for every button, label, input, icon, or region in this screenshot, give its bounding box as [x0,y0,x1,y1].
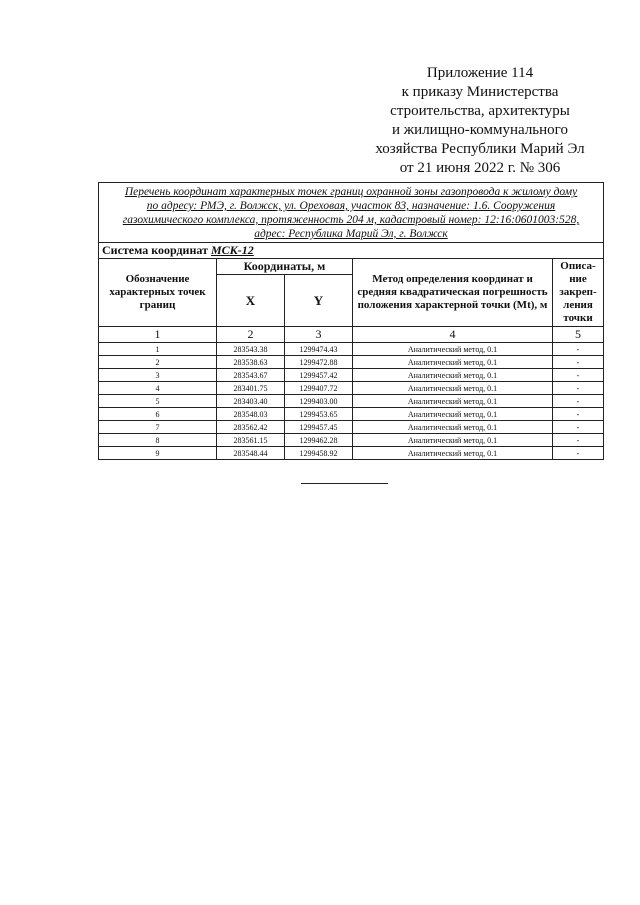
cell-y: 1299453.65 [285,408,353,421]
cell-desc: - [553,382,604,395]
cell-method: Аналитический метод, 0.1 [353,343,553,356]
table-row [99,356,604,369]
column-number: 3 [285,327,353,343]
cell-desc: - [553,408,604,421]
appendix-line: к приказу Министерства [401,84,559,100]
appendix-line: от 21 июня 2022 г. № 306 [399,160,561,176]
cell-method: Аналитический метод, 0.1 [353,447,553,460]
cell-x: 283561.15 [217,434,285,447]
header-y: Y [285,275,353,327]
cell-y: 1299457.42 [285,369,353,382]
cell-point: 2 [99,356,217,369]
cell-y: 1299462.28 [285,434,353,447]
cell-y: 1299472.88 [285,356,353,369]
cell-point: 4 [99,382,217,395]
cell-x: 283401.75 [217,382,285,395]
cell-y: 1299458.92 [285,447,353,460]
cell-desc: - [553,434,604,447]
coordinates-table [98,182,604,460]
table-row [99,343,604,356]
cell-desc: - [553,421,604,434]
coordinate-system-label: Система координат [102,243,208,257]
cell-y: 1299407.72 [285,382,353,395]
cell-method: Аналитический метод, 0.1 [353,434,553,447]
cell-x: 283538.63 [217,356,285,369]
appendix-line: и жилищно-коммунального [392,122,568,138]
cell-x: 283548.44 [217,447,285,460]
table-row [99,369,604,382]
column-number: 1 [99,327,217,343]
table-row [99,421,604,434]
coordinate-system [99,243,604,259]
cell-point: 9 [99,447,217,460]
appendix-line: хозяйства Республики Марий Эл [375,141,585,157]
cell-x: 283548.03 [217,408,285,421]
cell-method: Аналитический метод, 0.1 [353,369,553,382]
table-title-line: по адресу: РМЭ, г. Волжск, ул. Ореховая, участок 83, назначение: 1.6. Сооружения [146,200,556,212]
appendix-line: строительства, архитектуры [390,103,570,119]
table-title-line: Перечень координат характерных точек границ охранной зоны газопровода к жилому дому [124,186,578,198]
header-coords: Координаты, м [217,259,353,275]
cell-method: Аналитический метод, 0.1 [353,382,553,395]
table-row [99,395,604,408]
cell-y: 1299403.00 [285,395,353,408]
header-method: Метод определения координат и средняя квадратическая погрешность положения характерной точки (Mt), м [353,259,553,327]
header-desc: Описа-ние закреп-ления точки [553,259,604,327]
header-x: X [217,275,285,327]
cell-desc: - [553,395,604,408]
cell-point: 5 [99,395,217,408]
cell-x: 283543.38 [217,343,285,356]
column-number: 5 [553,327,604,343]
coordinate-system-value: МСК-12 [210,243,254,257]
table-title [99,183,604,243]
cell-point: 6 [99,408,217,421]
cell-desc: - [553,343,604,356]
cell-point: 8 [99,434,217,447]
table-row [99,434,604,447]
table-row [99,408,604,421]
appendix-line: Приложение 114 [426,65,534,81]
cell-method: Аналитический метод, 0.1 [353,395,553,408]
cell-desc: - [553,356,604,369]
table-title-line: адрес: Республика Марий Эл, г. Волжск [254,228,448,240]
header-point: Обозначение характерных точек границ [99,259,217,327]
cell-point: 7 [99,421,217,434]
cell-x: 283543.67 [217,369,285,382]
table-row [99,447,604,460]
cell-y: 1299474.43 [285,343,353,356]
cell-desc: - [553,447,604,460]
table-row [99,382,604,395]
cell-method: Аналитический метод, 0.1 [353,408,553,421]
table-title-line: газохимического комплекса, протяженность 204 м, кадастровый номер: 12:16:0601003:528, [122,214,580,226]
cell-method: Аналитический метод, 0.1 [353,421,553,434]
appendix-header [360,64,600,178]
column-number: 4 [353,327,553,343]
cell-point: 3 [99,369,217,382]
cell-y: 1299457.45 [285,421,353,434]
cell-desc: - [553,369,604,382]
cell-method: Аналитический метод, 0.1 [353,356,553,369]
column-number: 2 [217,327,285,343]
column-numbers-row [99,327,604,343]
cell-x: 283403.40 [217,395,285,408]
cell-point: 1 [99,343,217,356]
footer-divider [301,483,388,484]
cell-x: 283562.42 [217,421,285,434]
